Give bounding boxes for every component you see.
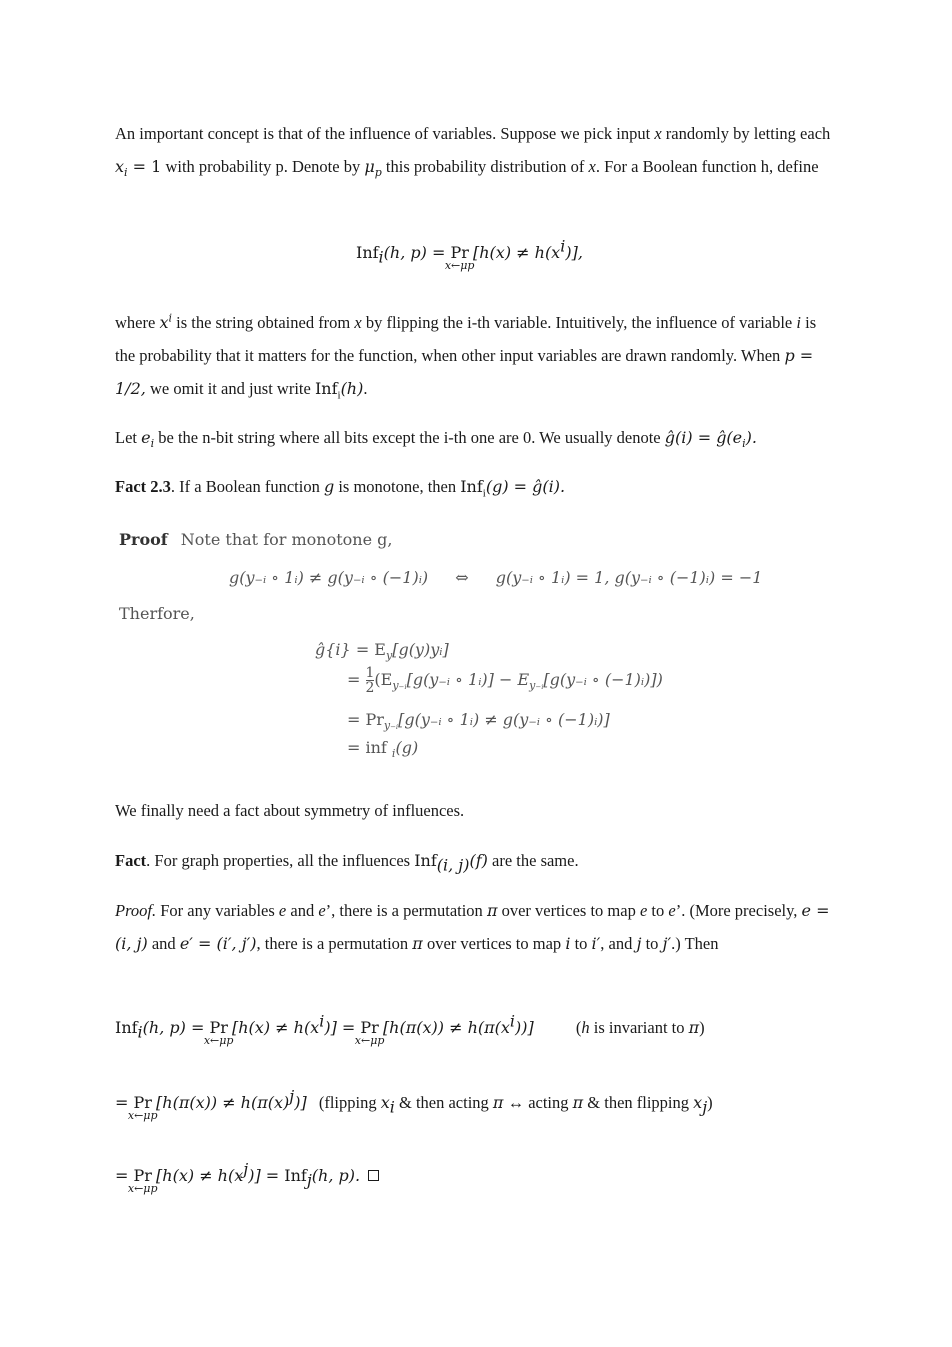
fact-label: Fact	[115, 851, 147, 870]
proof-intro: Note that for monotone g,	[180, 530, 393, 549]
text: . For a Boolean function h, define	[595, 157, 819, 176]
math-eq: = 1	[127, 157, 162, 176]
math-mu: $\mu_p$	[364, 157, 382, 180]
text: this probability distribution of	[381, 157, 589, 176]
pr-operator: Pr x←μp	[444, 243, 475, 272]
align-line-3: = $Pr_{y_-ᵢ}[g(y_-ᵢ$ ∘ 1ᵢ) ≠ g(y₋ᵢ ∘ (−1)ᵢ)]	[347, 710, 610, 733]
fact-2-3: Fact 2.3. If a Boolean function g is monotone, then Inf$_i$(g) = ĝ(i).	[115, 477, 566, 500]
equation-line-3: = Pr x←μp $[h(x) \ne h(x^j)] = Inf_j(h$, p).	[115, 1166, 379, 1186]
intro-paragraph	[115, 117, 835, 183]
proof-label: Proof	[119, 530, 168, 549]
proof-box	[119, 530, 819, 770]
therefore-text: Therfore,	[119, 604, 195, 623]
equation-line-1: Inf$_i$(h, p) = Pr x←μp $[h(x) \ne h(x^i)] = Pr$ x←μp $[h(\pi(x)) \ne h(\pi(x^i))]$ (h is invariant to π)	[115, 1011, 705, 1047]
ei-paragraph: Let $e_i$ be the n-bit string where all bits except the i-th one are 0. We usually denote ĝ(i) = $ĝ(e_i)$.	[115, 428, 757, 451]
fact-graph-properties: Fact. For graph properties, all the influences Inf$_{(i, j)}$(f) are the same.	[115, 851, 579, 875]
align-line-2: = $\frac{1}{2}$ ($E_{y_-ᵢ}[g(y_-ᵢ$ ∘ 1ᵢ)] − $E_{y_-ᵢ}[g(y_-ᵢ$ ∘ (−1)ᵢ)])	[347, 665, 663, 696]
flip-paragraph: where $x^i$ is the string obtained from x by flipping the i-th variable. Intuitively, the influence of variable i is the probability that it matters for the function, when other input variables are drawn randomly. When p = 1/2, we omit it and just write Inf$_i$(h).	[115, 311, 817, 402]
text: An important concept is that of the influence of variables. Suppose we pick input	[115, 124, 655, 143]
math-x: x	[654, 124, 662, 143]
proof-label: Proof.	[115, 901, 157, 920]
equation-line-2: = Pr x←μp $[h(\pi(x)) \ne h(\pi(x)^j)]$ (flipping $x_i$ & then acting π ↔ acting π & then flipping $x_j$)	[115, 1086, 713, 1122]
qed-square-icon	[368, 1170, 379, 1181]
align-line-4: = inf $_i$(g)	[347, 738, 419, 761]
text: randomly by letting each	[661, 124, 831, 143]
text: with probability p. Denote by	[161, 157, 365, 176]
symmetry-intro: We finally need a fact about symmetry of influences.	[115, 801, 465, 820]
math-xi: $x_i$	[115, 157, 128, 180]
monotone-equivalence: g(y₋ᵢ ∘ 1ᵢ) ≠ g(y₋ᵢ ∘ (−1)ᵢ) ⇔ g(y₋ᵢ ∘ 1ᵢ) = 1, g(y₋ᵢ ∘ (−1)ᵢ) = −1	[229, 568, 763, 587]
math-x: x	[588, 157, 596, 176]
influence-definition-equation: Inf$_i$(h, p) = Pr x←μp $[h(x) \ne h(x^i)]$,	[356, 236, 583, 272]
fact-label: Fact 2.3	[115, 477, 171, 496]
align-line-1: ĝ{i} = $E_y[g(y)yᵢ]$	[315, 640, 449, 663]
proof-paragraph: Proof. For any variables e and e’, there is a permutation π over vertices to map e to e’. (More precisely, e = (i, j) and e′ = (i′, j′), there is a permutation π over vertices to map i to i′, and j to j′.) Then	[115, 901, 830, 953]
